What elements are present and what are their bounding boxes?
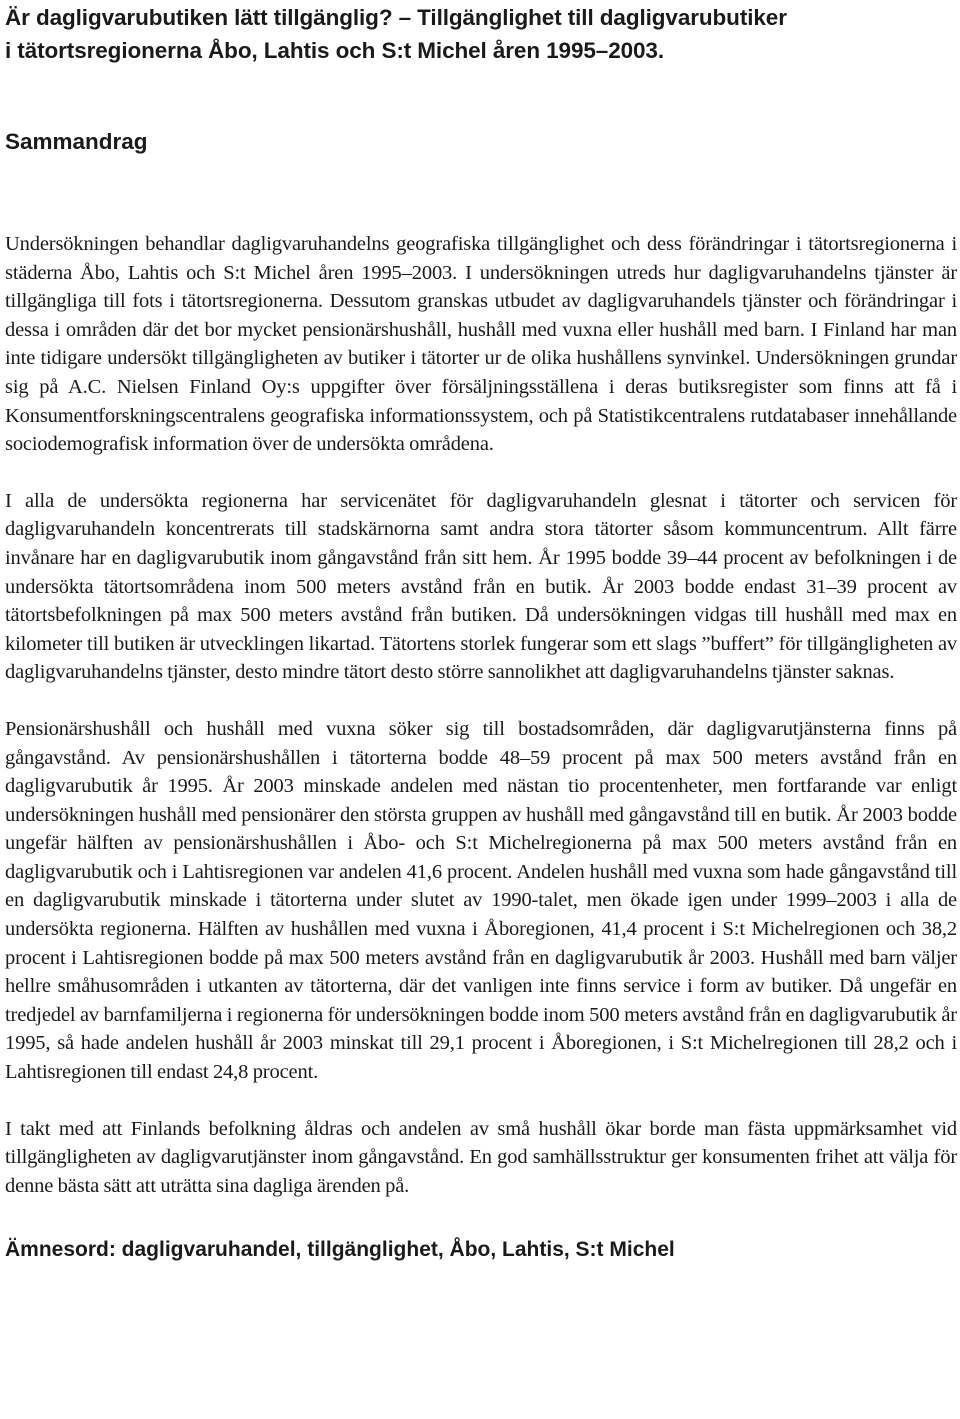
summary-paragraph-4: I takt med att Finlands befolkning åldras och andelen av små hushåll ökar borde man fästa uppmärksamhet vid tillgängligheten av dagligvarutjänster inom gångavstånd. En god samhällsstruktur ger konsumenten frihet att välja för denne bästa sätt att uträtta sina dagliga ärenden på.: [5, 1117, 957, 1197]
title-line-1: Är dagligvarubutiken lätt tillgänglig? – Tillgänglighet till dagligvarubutiker: [5, 5, 787, 30]
section-heading: Sammandrag: [5, 129, 148, 154]
summary-paragraph-1: Undersökningen behandlar dagligvaruhandelns geografiska tillgänglighet och dess förändringar i tätortsregionerna i städerna Åbo, Lahtis och S:t Michel åren 1995–2003. I undersökningen utreds hur dagligvaruhandelns tjänster är tillgängliga till fots i tätortsregionerna. Dessutom granskas utbudet av dagligvaruhandels tjänster och förändringar i dessa i områden där det bor mycket pensionärshushåll, hushåll med vuxna eller hushåll med barn. I Finland har man inte tidigare undersökt tillgängligheten av butiker i tätorter ur de olika hushållens synvinkel. Undersökningen grundar sig på A.C. Nielsen Finland Oy:s uppgifter över försäljningsställena i deras butiksregister som finns att få i Konsumentforskningscentralens geografiska informationssystem, och på Statistikcentralens rutdatabaser innehållande sociodemografisk information över de undersökta områdena.: [5, 233, 957, 456]
document-title: [5, 0, 957, 67]
document-page: [5, 0, 957, 1264]
title-line-2: i tätortsregionerna Åbo, Lahtis och S:t Michel åren 1995–2003.: [5, 38, 665, 63]
summary-paragraph-3: Pensionärshushåll och hushåll med vuxna söker sig till bostadsområden, där dagligvarutjänsterna finns på gångavstånd. Av pensionärshushållen i tätorterna bodde 48–59 procent på max 500 meters avstånd från en dagligvarubutik år 1995. År 2003 minskade andelen med nästan tio procentenheter, men fortfarande var enligt undersökningen hushåll med pensionärer den största gruppen av hushåll med gångavstånd till en butik. År 2003 bodde ungefär hälften av pensionärshushållen i Åbo- och S:t Michelregionerna på max 500 meters avstånd från en dagligvarubutik och i Lahtisregionen var andelen 41,6 procent. Andelen hushåll med vuxna som hade gångavstånd till en dagligvarubutik minskade i tätorterna under slutet av 1990-talet, men ökade igen under 1999–2003 i alla de undersökta regionerna. Hälften av hushållen med vuxna i Åboregionen, 41,4 procent i S:t Michelregionen och 38,2 procent i Lahtisregionen bodde på max 500 meters avstånd från en dagligvarubutik år 2003. Hushåll med barn väljer hellre småhusområden i utkanten av tätorterna, där det vanligen inte finns service i form av butiker. Då ungefär en tredjedel av barnfamiljerna i regionerna för undersökningen bodde inom 500 meters avstånd från en dagligvarubutik år 1995, så hade andelen hushåll år 2003 minskat till 29,1 procent i Åboregionen, i S:t Michelregionen till 28,2 och i Lahtisregionen till endast 24,8 procent.: [5, 717, 957, 1084]
keywords-line: Ämnesord: dagligvaruhandel, tillgänglighet, Åbo, Lahtis, S:t Michel: [5, 1238, 675, 1262]
summary-paragraph-2: I alla de undersökta regionerna har servicenätet för dagligvaruhandeln glesnat i tätorter och servicen för dagligvaruhandeln koncentrerats till stadskärnorna samt andra stora tätorter såsom kommuncentrum. Allt färre invånare har en dagligvarubutik inom gångavstånd från sitt hem. År 1995 bodde 39–44 procent av befolkningen i de undersökta tätortsområdena inom 500 meters avstånd från en butik. År 2003 bodde endast 31–39 procent av tätortsbefolkningen på max 500 meters avstånd från butiken. Då undersökningen vidgas till hushåll med max en kilometer till butiken är utvecklingen likartad. Tätortens storlek fungerar som ett slags ”buffert” för tillgängligheten av dagligvaruhandelns tjänster, desto mindre tätort desto större sannolikhet att dagligvaruhandelns tjänster saknas.: [5, 489, 957, 684]
